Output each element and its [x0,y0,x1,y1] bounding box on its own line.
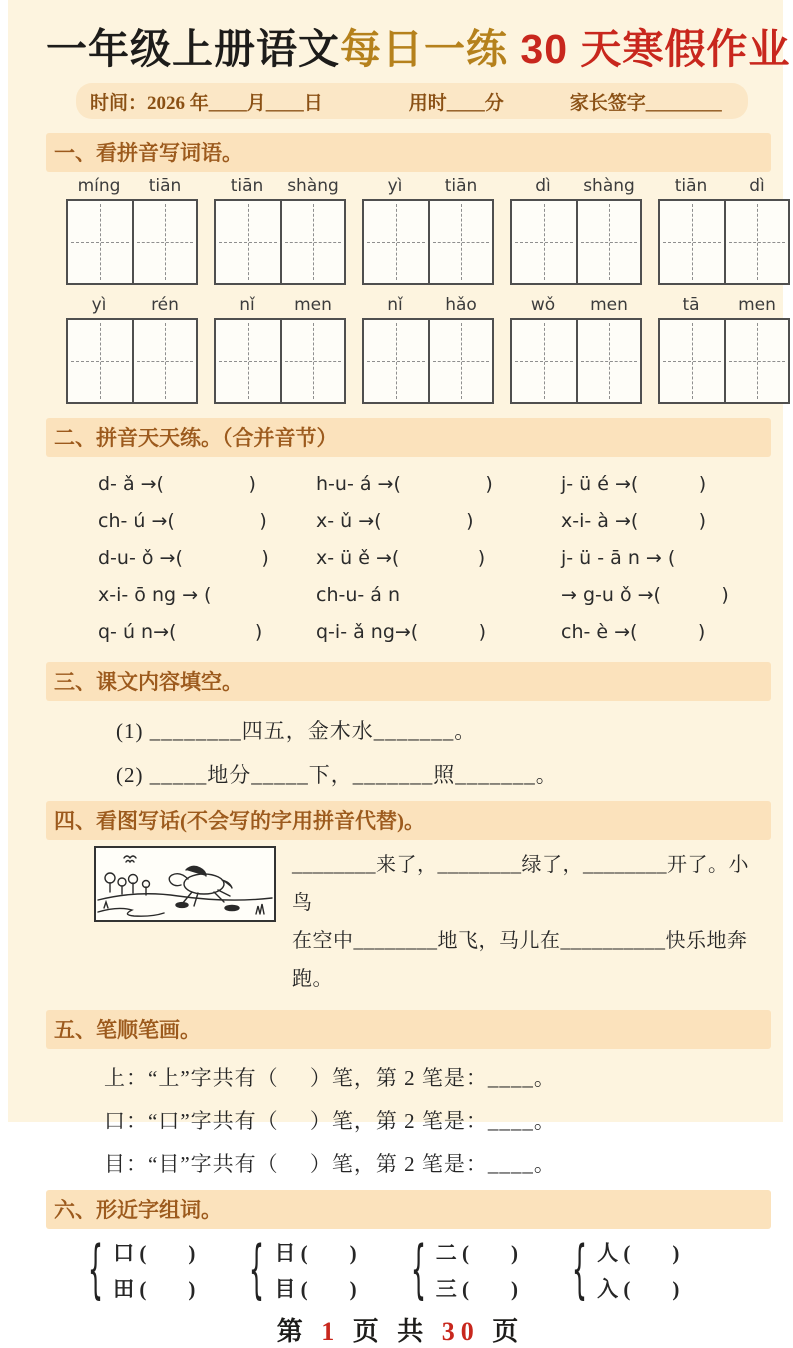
writing-unit [214,295,346,404]
hanzi-grid-box [214,199,346,285]
writing-unit [510,176,642,285]
writing-unit [362,295,494,404]
pinyin-label: wǒ [530,295,556,316]
merge-cell: q- ú n→( ) [98,620,263,643]
merge-cell: q-i- ǎ ng→( ) [316,620,487,643]
merge-cell: h-u- á →( ) [316,472,493,495]
section-4-heading: 四、看图写话(不会写的字用拼音代替)。 [46,801,771,840]
merge-cell: x-i- ō ng → ( [98,583,212,606]
pinyin-label: rén [151,295,179,316]
merge-cell: d-u- ǒ →( ) [98,546,269,569]
title-holiday: 30 天寒假作业 [520,26,791,72]
pinyin-label: tiān [230,176,264,197]
word-blank: 田 ( ) [113,1277,196,1302]
pinyin-label: tiān [148,176,182,197]
merge-row [98,613,755,650]
hanzi-grid-box [510,199,642,285]
title-grade: 一年级上册语文 [46,26,340,72]
merge-cell: j- ü - ā n → ( [561,546,676,569]
brace-group [247,1233,357,1307]
fill-blank-line-2: (2) _____地分_____下，_______照_______。 [116,763,558,788]
merge-row [98,576,755,613]
footer-suffix: 页 [492,1317,525,1347]
word-blank: 入 ( ) [597,1277,680,1302]
word-blank: 人 ( ) [597,1241,680,1266]
date-field: 时间：2026 年____月____日 [90,92,323,114]
brace-group [409,1233,519,1307]
brace-icon: { [87,1233,104,1307]
hanzi-grid-box [66,318,198,404]
merge-row [98,502,755,539]
hanzi-grid-box [658,199,790,285]
word-blank: 三 ( ) [435,1277,519,1302]
stroke-question-mu: 目：“目”字共有（ ）笔，第 2 笔是：____。 [104,1152,556,1177]
merge-cell: ch- è →( ) [561,620,706,643]
horse-illustration [94,846,276,922]
brace-group [570,1233,680,1307]
writing-line-1: ________来了，________绿了，________开了。小鸟 [292,854,749,915]
pinyin-label: tā [682,295,700,316]
pinyin-label: shàng [287,176,339,197]
duration-field: 用时____分 [408,92,504,114]
stroke-question-kou: 口：“口”字共有（ ）笔，第 2 笔是：____。 [104,1109,556,1134]
pinyin-label: tiān [444,176,478,197]
pinyin-label: yì [91,295,107,316]
pinyin-label: men [738,295,776,316]
pinyin-label: dì [749,176,765,197]
brace-icon: { [571,1233,588,1307]
merge-cell: d- ǎ →( ) [98,472,256,495]
footer-page-number: 1 [321,1317,341,1347]
title-daily-practice: 每日一练 [340,26,508,72]
pinyin-label: shàng [583,176,635,197]
similar-characters-row [86,1233,755,1307]
writing-unit [658,176,790,285]
word-blank: 目 ( ) [274,1277,357,1302]
section-3-heading: 三、课文内容填空。 [46,662,771,701]
merge-cell: x-i- à →( ) [561,509,707,532]
writing-unit [66,295,198,404]
meta-band [76,83,748,119]
picture-writing-lines [292,846,755,998]
page-title [46,26,791,73]
writing-unit [214,176,346,285]
pinyin-writing-row-1 [66,176,765,285]
section-5-heading: 五、笔顺笔画。 [46,1010,771,1049]
pinyin-label: hǎo [445,295,477,316]
merge-cell: ch- ú →( ) [98,509,267,532]
pinyin-label: men [590,295,628,316]
word-blank: 口 ( ) [113,1241,196,1266]
brace-group [86,1233,196,1307]
word-blank: 日 ( ) [274,1241,357,1266]
merge-cell: → g-u ǒ →( ) [561,583,729,606]
picture-writing-block [94,846,755,998]
merge-cell: x- ü ě →( ) [316,546,486,569]
pinyin-writing-row-2 [66,295,776,404]
pinyin-label: nǐ [387,295,403,316]
pinyin-label: tiān [674,176,708,197]
word-blank: 二 ( ) [435,1241,519,1266]
writing-line-2: 在空中________地飞，马儿在__________快乐地奔跑。 [292,930,748,991]
brace-icon: { [410,1233,426,1307]
section-1-heading: 一、看拼音写词语。 [46,133,771,172]
footer-prefix: 第 [276,1317,309,1347]
pinyin-label: míng [77,176,121,197]
hanzi-grid-box [510,318,642,404]
hanzi-grid-box [658,318,790,404]
hanzi-grid-box [362,318,494,404]
pinyin-label: men [294,295,332,316]
merge-cell: ch-u- á n [316,583,401,606]
fill-blank-line-1: (1) ________四五，金木水_______。 [116,719,477,744]
section-6-heading: 六、形近字组词。 [46,1190,771,1229]
hanzi-grid-box [362,199,494,285]
merge-cell: x- ǔ →( ) [316,509,474,532]
pinyin-label: yì [387,176,403,197]
writing-unit [66,176,198,285]
hanzi-grid-box [66,199,198,285]
stroke-question-shang: 上：“上”字共有（ ）笔，第 2 笔是：____。 [104,1066,556,1091]
footer-total-pages: 30 [441,1317,480,1347]
writing-unit [510,295,642,404]
section-2-heading: 二、拼音天天练。（合并音节） [46,418,771,457]
hanzi-grid-box [214,318,346,404]
brace-icon: { [249,1233,265,1307]
footer-middle: 页 共 [352,1317,430,1347]
writing-unit [658,295,790,404]
page-footer [46,1311,755,1348]
merge-row [98,539,755,576]
syllable-merge-block [46,465,755,650]
writing-unit [362,176,494,285]
pinyin-label: nǐ [239,295,255,316]
pinyin-label: dì [535,176,551,197]
signature-field: 家长签字________ [569,92,722,114]
merge-cell: j- ü é →( ) [561,472,707,495]
merge-row [98,465,755,502]
